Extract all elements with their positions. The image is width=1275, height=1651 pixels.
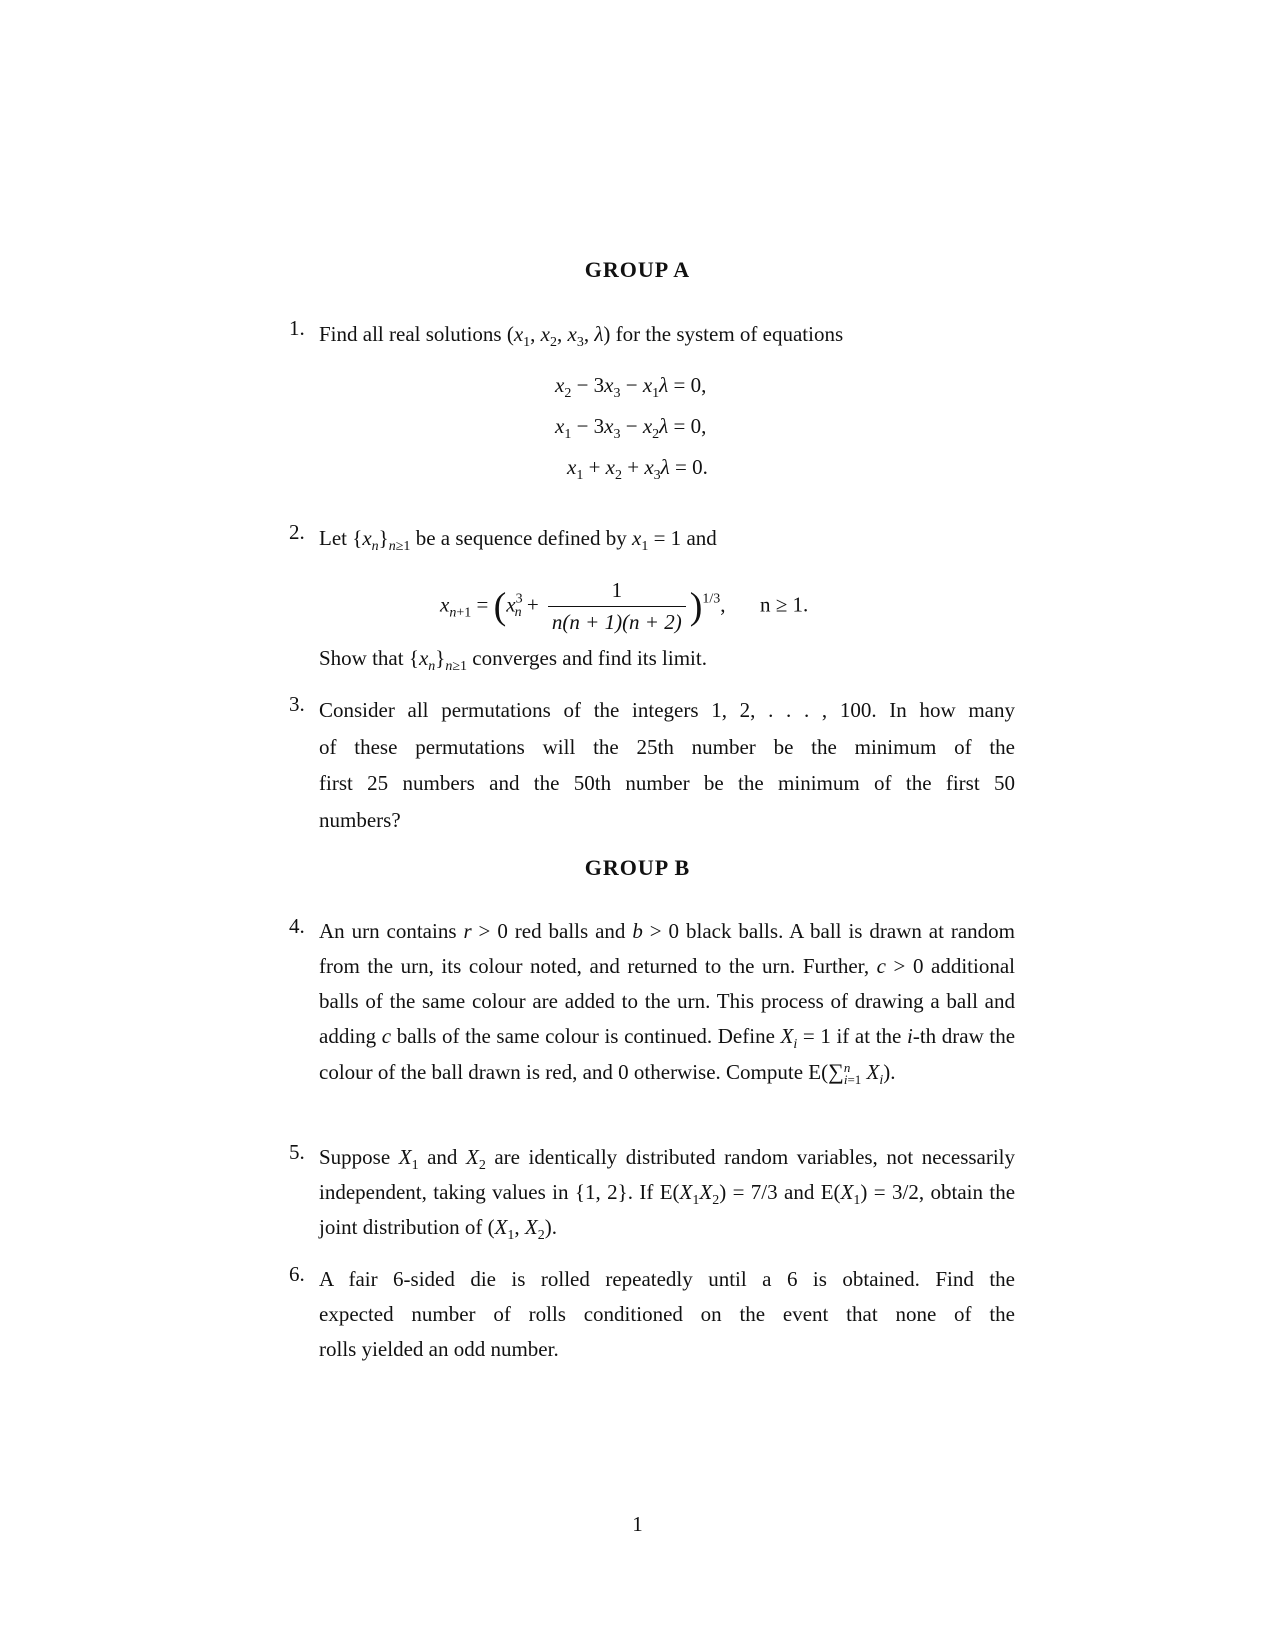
- problem-3-line-3: first 25 numbers and the 50th number be the minimum of the first 50: [319, 771, 1015, 795]
- problem-2-fraction: $\frac{1}{n(n + 1)(n + 2)}$: [548, 578, 686, 635]
- problem-3-line-2: of these permutations will the 25th number be the minimum of the: [319, 734, 1015, 759]
- problem-3-line-1: Consider all permutations of the integers 1, 2, . . . , 100. In how many: [319, 698, 1015, 722]
- problem-2-show-that: Show that $\{x_n\}_{n\ge 1}$ converges and find its limit.: [319, 646, 707, 674]
- problem-6-line-3: rolls yielded an odd number.: [319, 1337, 559, 1361]
- problem-2-number: 2.: [289, 520, 305, 544]
- problem-6-line-1: A fair 6-sided die is rolled repeatedly until a 6 is obtained. Find the: [319, 1267, 1015, 1291]
- group-a-heading: GROUP A: [584, 257, 691, 282]
- problem-4-number: 4.: [289, 914, 305, 938]
- problem-3-line-4: numbers?: [319, 807, 401, 832]
- problem-1-equation-3: $x_1 + x_2 + x_3\lambda = 0$.: [567, 455, 708, 483]
- problem-1-statement: Find all real solutions ($x_1$, $x_2$, $x_3$, λ) for the system of equations: [319, 322, 844, 350]
- problem-3-number: 3.: [289, 692, 305, 716]
- problem-3-statement: [319, 692, 1015, 838]
- problem-6-number: 6.: [289, 1262, 305, 1286]
- problem-2-condition: n ≥ 1.: [760, 592, 809, 617]
- group-b-heading: GROUP B: [584, 855, 691, 880]
- problem-1-equation-2: $x_1 - 3x_3 - x_2\lambda = 0$,: [555, 414, 707, 442]
- problem-1-equation-1: $x_2 - 3x_3 - x_1\lambda = 0$,: [555, 373, 707, 401]
- problem-4-statement: An urn contains r > 0 red balls and b > 0 black balls. A ball is drawn at random from the urn, its colour noted, and returned to the urn. Further, c > 0 additional balls of the same colour are added to the urn. This process of drawing a ball and adding c balls of the same colour is continued. Define $X_i = 1$ if at the i-th draw the colour of the ball drawn is red, and 0 otherwise. Compute E(∑n i=1 $X_i$).: [319, 919, 1016, 1088]
- problem-5-number: 5.: [289, 1140, 305, 1164]
- problem-6-statement: [319, 1262, 1015, 1367]
- problem-6-line-2: expected number of rolls conditioned on the event that none of the: [319, 1302, 1015, 1326]
- page-number: 1: [632, 1512, 643, 1536]
- problem-5-statement: Suppose $X_1$ and $X_2$ are identically distributed random variables, not necessarily independent, taking values in {1, 2}. If $E(X_1X_2) = 7/3$ and $E(X_1) = 3/2$, obtain the joint distribution of ($X_1$, $X_2$).: [319, 1145, 1016, 1243]
- problem-2-statement: Let $\{x_n\}_{n\ge 1}$ be a sequence defined by $x_1 = 1$ and: [319, 526, 717, 554]
- problem-2-formula: $x_{n+1} = (x^3_n$ + $\frac{1}{n(n + 1)(n + 2)}$ )$^{1/3}$, n ≥ 1.: [440, 578, 809, 634]
- problem-1-number: 1.: [289, 316, 305, 340]
